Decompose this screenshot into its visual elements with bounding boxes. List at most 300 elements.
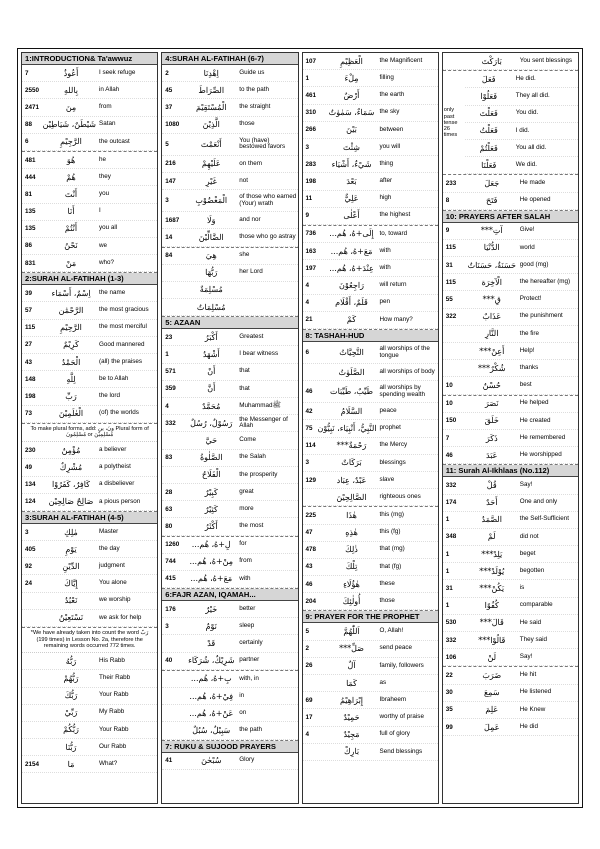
section-title: 9: PRAYER FOR THE PROPHET xyxy=(303,611,438,623)
arabic-word: يَكُنْ*** xyxy=(479,584,505,594)
word-frequency: 115 xyxy=(445,244,456,252)
vocab-row xyxy=(303,191,438,208)
word-frequency: 1 xyxy=(445,602,450,610)
arabic-word: السَّلَامُ xyxy=(340,406,363,416)
english-meaning: not xyxy=(239,176,249,184)
english-meaning: a polytheist xyxy=(99,463,131,471)
word-frequency: 1080 xyxy=(165,121,180,129)
english-meaning: Ibraheem xyxy=(379,695,407,703)
word-frequency: 86 xyxy=(25,242,33,250)
word-frequency: 31 xyxy=(445,261,453,269)
arabic-word: رَحْمَةٌ*** xyxy=(336,441,367,451)
word-frequency: 530 xyxy=(445,619,457,627)
english-meaning: the highest xyxy=(379,211,411,219)
arabic-word: الْمُسْتَقِيْمَ xyxy=(195,102,227,112)
vocab-row xyxy=(303,542,438,559)
english-meaning: and nor xyxy=(239,215,261,223)
vocab-row xyxy=(22,593,157,610)
english-meaning: Guide us xyxy=(239,68,265,76)
arabic-word: قِ*** xyxy=(482,295,501,305)
vocab-row xyxy=(162,381,297,398)
arabic-word: الْآخِرَة xyxy=(481,277,502,287)
word-frequency: 99 xyxy=(445,723,453,731)
arabic-word: كَافِرٌ، كَفَرُوْا xyxy=(52,480,90,490)
arabic-word: الصَّالِحِيْنَ xyxy=(336,492,367,502)
word-frequency: 83 xyxy=(165,454,173,462)
english-meaning: Your Rabb xyxy=(99,725,129,733)
vocab-row xyxy=(303,623,438,640)
vocab-row xyxy=(162,156,297,173)
word-frequency: 27 xyxy=(25,341,33,349)
pbuh-mark: ﷺ xyxy=(272,402,281,410)
section-title: 10: PRAYERS AFTER SALAH xyxy=(443,211,578,223)
vocab-row xyxy=(443,667,578,684)
vocab-row xyxy=(443,546,578,563)
english-meaning: to, toward xyxy=(379,229,408,237)
english-meaning: this (fg) xyxy=(379,528,401,536)
english-meaning: He did. xyxy=(515,74,536,82)
english-meaning: You sent blessings xyxy=(519,56,573,64)
vocab-row xyxy=(22,705,157,722)
word-frequency: 17 xyxy=(305,713,313,721)
arabic-word: آتِ*** xyxy=(480,226,503,236)
word-frequency: 283 xyxy=(305,160,317,168)
vocab-row xyxy=(303,139,438,156)
arabic-word: عِنْدَ+هُ، هُم... xyxy=(329,263,374,273)
english-meaning: He said xyxy=(519,618,542,626)
english-meaning: in Allah xyxy=(99,85,120,93)
arabic-word: إِيَّاكَ xyxy=(64,579,78,589)
word-frequency: 230 xyxy=(25,446,36,454)
arabic-word: شَرِيْكٌ، شُرَكَاء xyxy=(188,656,235,666)
word-frequency: 129 xyxy=(305,476,317,484)
english-meaning: this (mg) xyxy=(379,511,404,519)
arabic-word: لَنْ xyxy=(487,652,497,662)
word-frequency: 3 xyxy=(25,528,29,536)
english-meaning: the lord xyxy=(99,392,121,400)
vocab-row xyxy=(162,248,297,265)
word-frequency: 3 xyxy=(165,622,169,630)
english-meaning: His Rabb xyxy=(99,656,125,664)
vocab-row xyxy=(162,467,297,484)
english-meaning: those who go astray xyxy=(239,233,296,241)
vocab-row xyxy=(22,406,157,423)
word-frequency: 88 xyxy=(25,121,33,129)
vocab-row xyxy=(162,635,297,652)
arabic-word: مُحَمَّدٌ xyxy=(202,401,221,411)
vocab-row xyxy=(443,580,578,597)
word-frequency: 478 xyxy=(305,546,317,554)
english-meaning: send peace xyxy=(379,644,413,652)
section-fatihah-1-3 xyxy=(22,273,157,424)
word-frequency: 147 xyxy=(165,177,176,185)
arabic-word: رَبِّيْ xyxy=(64,708,78,718)
english-meaning: judgment xyxy=(99,562,125,570)
word-frequency: 332 xyxy=(165,419,176,427)
past-tense-label: only past tense 26 times xyxy=(443,107,458,138)
english-meaning: better xyxy=(239,604,256,612)
vocab-row xyxy=(162,190,297,212)
word-frequency: 736 xyxy=(305,230,317,238)
arabic-word: سَبِيْلٌ، سُبُلٌ xyxy=(192,725,231,735)
word-frequency: 1 xyxy=(165,351,169,359)
arabic-word: تِلْكَ xyxy=(345,562,358,572)
vocab-row xyxy=(162,688,297,705)
word-frequency: 23 xyxy=(165,333,173,341)
word-frequency: 80 xyxy=(165,522,173,530)
vocab-row xyxy=(303,243,438,260)
arabic-word: لِ+هُ، هُم... xyxy=(191,540,231,550)
word-frequency: 148 xyxy=(25,375,36,383)
word-frequency: 31 xyxy=(445,585,453,593)
word-frequency: 176 xyxy=(165,605,176,613)
arabic-word: هُوَ xyxy=(66,155,76,165)
vocab-row xyxy=(162,282,297,299)
vocab-row xyxy=(303,53,438,70)
arabic-word: الدُّنْيَا xyxy=(483,243,500,253)
arabic-word: عَلَيْهِمْ xyxy=(201,159,221,169)
arabic-word: الرَّحْمَٰن xyxy=(58,306,84,316)
arabic-word: لِلَّهِ xyxy=(66,374,76,384)
english-meaning: the name xyxy=(99,289,126,297)
section-fatihah-6-7 xyxy=(162,53,297,248)
vocab-row xyxy=(162,99,297,116)
vocab-row xyxy=(22,337,157,354)
section-pronouns xyxy=(22,152,157,273)
vocab-row xyxy=(162,212,297,229)
english-meaning: great xyxy=(239,487,254,495)
word-frequency: 11 xyxy=(305,195,313,203)
vocab-row xyxy=(22,117,157,134)
english-meaning: that xyxy=(239,367,250,375)
vocab-row xyxy=(162,82,297,99)
arabic-word: الْعٰلَمِيْنَ xyxy=(58,409,84,419)
vocab-row xyxy=(465,157,578,174)
english-meaning: filling xyxy=(379,73,394,81)
arabic-word: أَنَّ xyxy=(207,384,216,394)
vocab-row xyxy=(443,309,578,326)
section-title: 1:INTRODUCTION& Ta'awwuz xyxy=(22,53,157,65)
vocab-row xyxy=(22,320,157,337)
arabic-word: كُفُوًا xyxy=(484,601,499,611)
english-meaning: world xyxy=(519,243,535,251)
vocab-row xyxy=(162,432,297,449)
english-meaning: to the path xyxy=(239,85,270,93)
english-meaning: Say! xyxy=(519,481,533,489)
vocab-row xyxy=(303,455,438,472)
english-meaning: she xyxy=(239,251,250,259)
arabic-word: الْمَغْضُوْبِ xyxy=(195,196,228,206)
english-meaning: He created xyxy=(519,416,551,424)
section-prepositions-3 xyxy=(303,226,438,330)
section-title: 6:FAJR AZAN, IQAMAH... xyxy=(162,589,297,601)
english-meaning: for xyxy=(239,540,247,548)
word-frequency: 57 xyxy=(25,307,33,315)
word-frequency: 4 xyxy=(305,282,310,290)
arabic-word: فَعَلَ xyxy=(481,74,496,84)
vocab-row xyxy=(162,398,297,415)
vocab-row xyxy=(443,447,578,464)
word-frequency: 3 xyxy=(305,459,310,467)
english-meaning: more xyxy=(239,504,254,512)
english-meaning: Protect! xyxy=(519,295,542,303)
section-rabb-forms xyxy=(22,628,157,773)
arabic-word: مَجِيْدٌ xyxy=(343,730,360,740)
word-frequency: 744 xyxy=(165,558,176,566)
english-meaning: the sky xyxy=(379,108,400,116)
arabic-word: كَثِيْرٌ xyxy=(204,504,218,514)
arabic-word: يَلِدْ*** xyxy=(481,549,503,559)
vocab-row xyxy=(443,477,578,494)
word-frequency: 135 xyxy=(25,225,36,233)
vocab-row xyxy=(22,371,157,388)
arabic-word: أَنْتُمْ xyxy=(64,224,78,234)
vocab-row xyxy=(303,692,438,709)
english-meaning: all worships by spending wealth xyxy=(379,384,426,398)
arabic-word: رَبِّ xyxy=(65,391,77,401)
arabic-word: أَنْعَمْتَ xyxy=(200,139,222,149)
arabic-word: الصَّلَوٰتُ xyxy=(338,367,365,377)
english-meaning: comparable xyxy=(519,601,553,609)
section-ruku-sujood xyxy=(162,741,297,770)
english-meaning: Glory xyxy=(239,756,255,764)
arabic-word: سَمِعَ xyxy=(483,688,500,698)
vocab-row xyxy=(303,277,438,294)
arabic-word: بَارَكْتَ xyxy=(481,56,502,66)
english-meaning: the straight xyxy=(239,103,271,111)
arabic-word: الصَّمَدُ xyxy=(481,515,502,525)
arabic-word: نَصَرَ xyxy=(484,399,499,409)
arabic-word: الرَّجِيْمِ xyxy=(60,137,82,147)
word-frequency: 9 xyxy=(305,212,310,220)
word-frequency: 4 xyxy=(165,402,169,410)
word-frequency: 115 xyxy=(25,324,36,332)
arabic-word: رَسُوْلٌ، رُسُلٌ xyxy=(190,418,233,428)
arabic-word: رَبُّكُمْ xyxy=(63,725,79,735)
arabic-word: هٰذِهِ xyxy=(345,528,358,538)
english-meaning: the punishment xyxy=(519,312,563,320)
english-meaning: those xyxy=(379,597,395,605)
section-ikhlaas xyxy=(443,465,578,667)
word-frequency: 14 xyxy=(165,233,173,241)
word-frequency: 46 xyxy=(305,388,313,396)
english-meaning: the Salah xyxy=(239,453,266,461)
word-frequency: 43 xyxy=(305,563,313,571)
arabic-word: الدِّيْنِ xyxy=(62,561,80,571)
vocab-row xyxy=(22,524,157,541)
vocab-row xyxy=(303,260,438,277)
arabic-word: فَعَلْتُمْ xyxy=(479,143,498,153)
section-prepositions-1 xyxy=(162,537,297,590)
english-meaning: prophet xyxy=(379,424,401,432)
word-frequency: 6 xyxy=(25,138,29,146)
english-meaning: Our Rabb xyxy=(99,742,127,750)
vocab-row xyxy=(22,99,157,116)
english-meaning: He made xyxy=(519,179,546,187)
arabic-word: أَنَا xyxy=(67,207,75,217)
word-frequency: 1260 xyxy=(165,541,180,549)
vocab-row xyxy=(303,593,438,610)
vocab-row xyxy=(443,598,578,615)
arabic-word: حَيَّ xyxy=(205,435,218,445)
word-frequency: 415 xyxy=(165,575,176,583)
vocab-row xyxy=(443,529,578,546)
word-frequency: 75 xyxy=(305,424,313,432)
vocab-row xyxy=(22,388,157,405)
word-frequency: 5 xyxy=(305,628,310,636)
arabic-word: عَنْ+هُ، هُم... xyxy=(189,708,234,718)
english-meaning: these xyxy=(379,579,395,587)
word-frequency: 4 xyxy=(305,299,310,307)
english-meaning: the day xyxy=(99,544,120,552)
vocab-row xyxy=(443,326,578,343)
vocab-row xyxy=(162,299,297,316)
english-meaning: on them xyxy=(239,159,263,167)
arabic-word: الرَّحِيْمِ xyxy=(60,323,82,333)
vocab-row xyxy=(443,240,578,257)
word-frequency: 92 xyxy=(25,562,33,570)
vocab-row xyxy=(22,739,157,756)
vocab-row xyxy=(465,123,578,140)
word-frequency: 2 xyxy=(165,69,169,77)
english-meaning: Send blessings xyxy=(379,747,423,755)
word-frequency: 35 xyxy=(445,706,453,714)
vocab-row xyxy=(22,575,157,592)
english-meaning: He hit xyxy=(519,671,537,679)
vocab-row xyxy=(303,226,438,243)
word-frequency: 571 xyxy=(165,368,176,376)
arabic-word: صَالِحٌ صَالِحِيْن xyxy=(48,497,94,507)
vocab-row xyxy=(162,618,297,635)
english-meaning: with, in xyxy=(239,674,259,682)
word-frequency: 831 xyxy=(25,259,36,267)
word-frequency: 46 xyxy=(305,580,313,588)
word-frequency: 63 xyxy=(165,505,173,513)
arabic-word: أَكْثَرُ xyxy=(204,521,218,531)
english-meaning: the Messenger of Allah xyxy=(239,415,288,430)
arabic-word: عَبْدٌ، عِبَاد xyxy=(336,475,367,485)
english-meaning: You all did. xyxy=(515,143,547,151)
vocab-row xyxy=(22,65,157,82)
vocab-row xyxy=(303,507,438,524)
english-meaning: Your Rabb xyxy=(99,691,129,699)
vocab-row xyxy=(162,601,297,618)
arabic-word: قُلْ xyxy=(486,480,497,490)
arabic-word: إِبْرَاهِيْمُ xyxy=(339,695,364,705)
word-frequency: 37 xyxy=(165,103,173,111)
arabic-word: نَوْمٌ xyxy=(205,621,217,631)
word-frequency: 39 xyxy=(25,289,33,297)
vocab-row xyxy=(303,403,438,420)
section-azaan xyxy=(162,317,297,536)
english-meaning: who? xyxy=(99,258,115,266)
section-verbs-1 xyxy=(443,175,578,210)
word-frequency: 30 xyxy=(445,689,453,697)
arabic-word: الَّذِيْنَ xyxy=(202,120,220,130)
vocab-row xyxy=(162,722,297,739)
arabic-word: هٰذَا xyxy=(346,510,357,520)
english-meaning: that (mg) xyxy=(379,545,405,553)
word-frequency: 42 xyxy=(305,407,313,415)
vocab-row xyxy=(22,152,157,169)
english-meaning: after xyxy=(379,177,393,185)
vocab-row xyxy=(465,88,578,105)
english-meaning: you will xyxy=(379,142,401,150)
word-frequency: 461 xyxy=(305,91,317,99)
vocab-row xyxy=(22,653,157,670)
arabic-word: مَا xyxy=(67,759,75,769)
word-frequency: 7 xyxy=(445,434,450,442)
vocab-row xyxy=(443,615,578,632)
vocab-row xyxy=(22,255,157,272)
arabic-word: آلٌ xyxy=(347,661,356,671)
section-feminine xyxy=(162,248,297,318)
english-meaning: O, Allah! xyxy=(379,627,404,635)
english-meaning: be to Allah xyxy=(99,374,129,382)
english-meaning: a disbeliever xyxy=(99,480,135,488)
english-meaning: They all did. xyxy=(515,92,550,100)
vocab-row xyxy=(22,688,157,705)
arabic-word: كَمْ xyxy=(346,315,357,325)
english-meaning: Muhammadﷺ xyxy=(239,402,281,410)
english-meaning: with xyxy=(379,246,391,254)
english-meaning: (of) the worlds xyxy=(99,409,139,417)
english-meaning: worthy of praise xyxy=(379,713,424,721)
english-meaning: the Self-Sufficient xyxy=(519,515,569,523)
arabic-word: عَذَابٌ xyxy=(482,312,502,322)
plural-note: To make plural forms, add: ونَ، ين Plural form of مُسْلِمُونَ or مُسْلِمِيْنَ xyxy=(22,424,157,442)
arabic-word: أَرْضٌ xyxy=(343,90,360,100)
section-demonstratives xyxy=(303,507,438,611)
arabic-word: كَرِيْمٌ xyxy=(63,340,79,350)
english-meaning: I xyxy=(99,207,101,215)
word-frequency: 114 xyxy=(305,442,316,450)
arabic-word: رَبُّهُمْ xyxy=(63,673,79,683)
english-meaning: Their Rabb xyxy=(99,674,131,682)
vocab-row xyxy=(22,354,157,371)
word-frequency: 22 xyxy=(445,671,453,679)
english-meaning: the prosperity xyxy=(239,470,278,478)
english-meaning: Master xyxy=(99,527,119,535)
section-plural-forms xyxy=(22,424,157,512)
vocab-row xyxy=(303,744,438,761)
english-meaning: He worshipped xyxy=(519,450,562,458)
english-meaning: of those who earned (Your) wrath xyxy=(239,193,297,207)
english-meaning: the path xyxy=(239,726,263,734)
vocab-row xyxy=(22,302,157,319)
english-meaning: the outcast xyxy=(99,137,130,145)
english-meaning: Come xyxy=(239,436,257,444)
arabic-word: نَحْنُ xyxy=(64,241,78,251)
vocab-row xyxy=(162,173,297,190)
arabic-word: أَعِنْ*** xyxy=(479,346,505,356)
arabic-word: صَلِّ*** xyxy=(339,644,364,654)
word-frequency: 198 xyxy=(305,177,317,185)
arabic-word: لَمْ xyxy=(487,532,496,542)
english-meaning: thing xyxy=(379,159,394,167)
english-meaning: you xyxy=(99,190,110,198)
english-meaning: He Knew xyxy=(519,705,546,713)
english-meaning: thanks xyxy=(519,363,539,371)
vocab-row xyxy=(303,105,438,122)
vocab-row xyxy=(303,525,438,542)
vocab-row xyxy=(162,65,297,82)
vocab-row xyxy=(162,329,297,346)
vocab-row xyxy=(443,396,578,413)
vocab-row xyxy=(303,438,438,455)
section-prepositions-2 xyxy=(162,671,297,741)
vocab-row xyxy=(22,670,157,687)
